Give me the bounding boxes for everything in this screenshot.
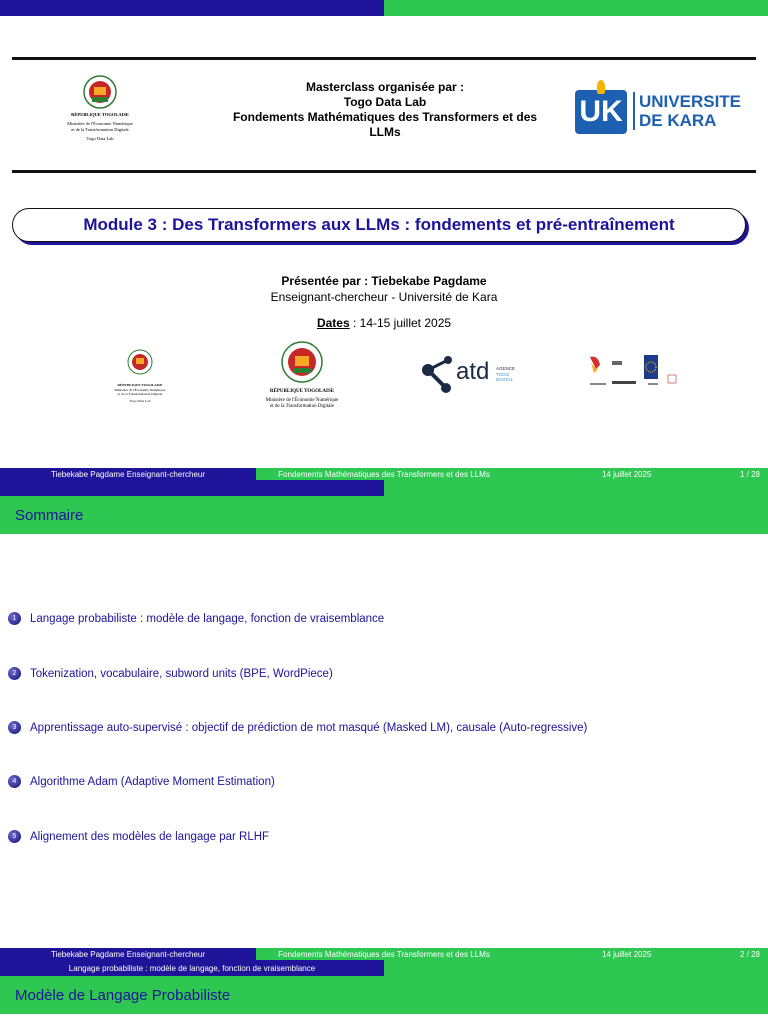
toc-number: 5 (8, 830, 21, 843)
republique-togolaise-logo (50, 70, 150, 150)
logo-line: Togo Data Lab (86, 136, 114, 141)
toc-number: 2 (8, 667, 21, 680)
slide2-progress-bar (0, 480, 768, 496)
atd-line: TOGO (496, 371, 510, 377)
slide3-progress-green (384, 960, 768, 976)
partner-line: RÉPUBLIQUE TOGOLAISE (117, 383, 163, 387)
uk-line2: DE KARA (639, 111, 717, 130)
slide1-footer (0, 468, 768, 480)
uk-line1: UNIVERSITE (639, 92, 742, 111)
footer-date: 14 juillet 2025 (602, 469, 652, 479)
footer-course: Fondements Mathématiques des Transformers et des LLMs (256, 468, 512, 480)
atd-network-icon (420, 354, 458, 394)
partner-line: et de la Transformation Digitale (117, 392, 163, 396)
header-rule-bottom (12, 170, 756, 173)
partner-line: Ministère de l'Économie Numérique (265, 397, 339, 403)
footer-date: 14 juillet 2025 (602, 949, 652, 959)
header-line: Masterclass organisée par : (305, 80, 465, 94)
presenter-name: Présentée par : Tiebekabe Pagdame (281, 274, 487, 288)
footer-date-page (512, 948, 768, 960)
toc-item[interactable] (8, 721, 748, 734)
header-line: Togo Data Lab (343, 95, 427, 109)
toc-text: Tokenization, vocabulaire, subword units (BPE, WordPiece) (30, 667, 333, 680)
logo-line: et de la Transformation Digitale (71, 127, 129, 132)
flame-icon (597, 80, 605, 94)
atd-line: DIGITAL (496, 377, 514, 382)
partner-line: Togo Data Lab (129, 398, 151, 403)
module-title: Module 3 : Des Transformers aux LLMs : fondements et pré-entraînement (83, 215, 675, 234)
partner-logo-togo-data-lab (100, 348, 180, 408)
footer-course: Fondements Mathématiques des Transformers et des LLMs (256, 948, 512, 960)
logo-line: RÉPUBLIQUE TOGOLAISE (71, 112, 129, 117)
logo-line: Ministère de l'Économie Numérique (67, 121, 133, 126)
toc-text: Apprentissage auto-supervisé : objectif de prédiction de mot masqué (Masked LM), causale (Auto-regressive) (30, 721, 588, 734)
toc-item[interactable] (8, 830, 748, 843)
dates-value: : 14-15 juillet 2025 (349, 316, 452, 330)
toc-text: Alignement des modèles de langage par RLHF (30, 830, 270, 843)
footer-page: 1 / 28 (739, 469, 760, 479)
atd-wordmark: atd (456, 358, 490, 385)
partner-line: Ministère de l'Économie Numérique (114, 387, 166, 392)
top-progress-bar (0, 0, 768, 16)
universite-de-kara-logo (575, 80, 742, 136)
toc-number: 4 (8, 775, 21, 788)
partner-logo-ministere (250, 340, 354, 415)
footer-date-page (512, 468, 768, 480)
dates (0, 316, 768, 330)
toc-text: Langage probabiliste : modèle de langage, fonction de vraisemblance (30, 612, 385, 625)
footer-author: Tiebekabe Pagdame Enseignant-chercheur (0, 468, 256, 480)
slide3-section-bar: Langage probabiliste : modèle de langage, fonction de vraisemblance (0, 960, 384, 976)
header-rule-top (12, 57, 756, 60)
module-title-box (12, 208, 746, 242)
partner-line: et de la Transformation Digitale (270, 404, 334, 409)
slide3-title: Modèle de Langage Probabiliste (0, 976, 768, 1014)
toc-item[interactable] (8, 667, 748, 680)
atd-line: AGENCE (496, 366, 516, 371)
masterclass-header (220, 80, 550, 140)
toc-item[interactable] (8, 612, 748, 625)
header-line: LLMs (369, 125, 401, 139)
dates-label: Dates (316, 316, 350, 330)
partner-line: RÉPUBLIQUE TOGOLAISE (269, 389, 335, 394)
slide2-title: Sommaire (0, 496, 768, 534)
footer-author: Tiebekabe Pagdame Enseignant-chercheur (0, 948, 256, 960)
toc-text: Algorithme Adam (Adaptive Moment Estimation) (30, 775, 275, 788)
presenter-affiliation: Enseignant-chercheur - Université de Kara (270, 290, 498, 304)
partner-logo-atd (420, 352, 520, 396)
partner-logos-cooperation (588, 353, 684, 393)
slide2-footer (0, 948, 768, 960)
toc-number: 1 (8, 612, 21, 625)
toc-item[interactable] (8, 775, 748, 788)
uk-mark: UK (575, 90, 627, 134)
footer-page: 2 / 28 (739, 949, 760, 959)
toc-number: 3 (8, 721, 21, 734)
header-line: Fondements Mathématiques des Transformers et des (232, 110, 538, 124)
